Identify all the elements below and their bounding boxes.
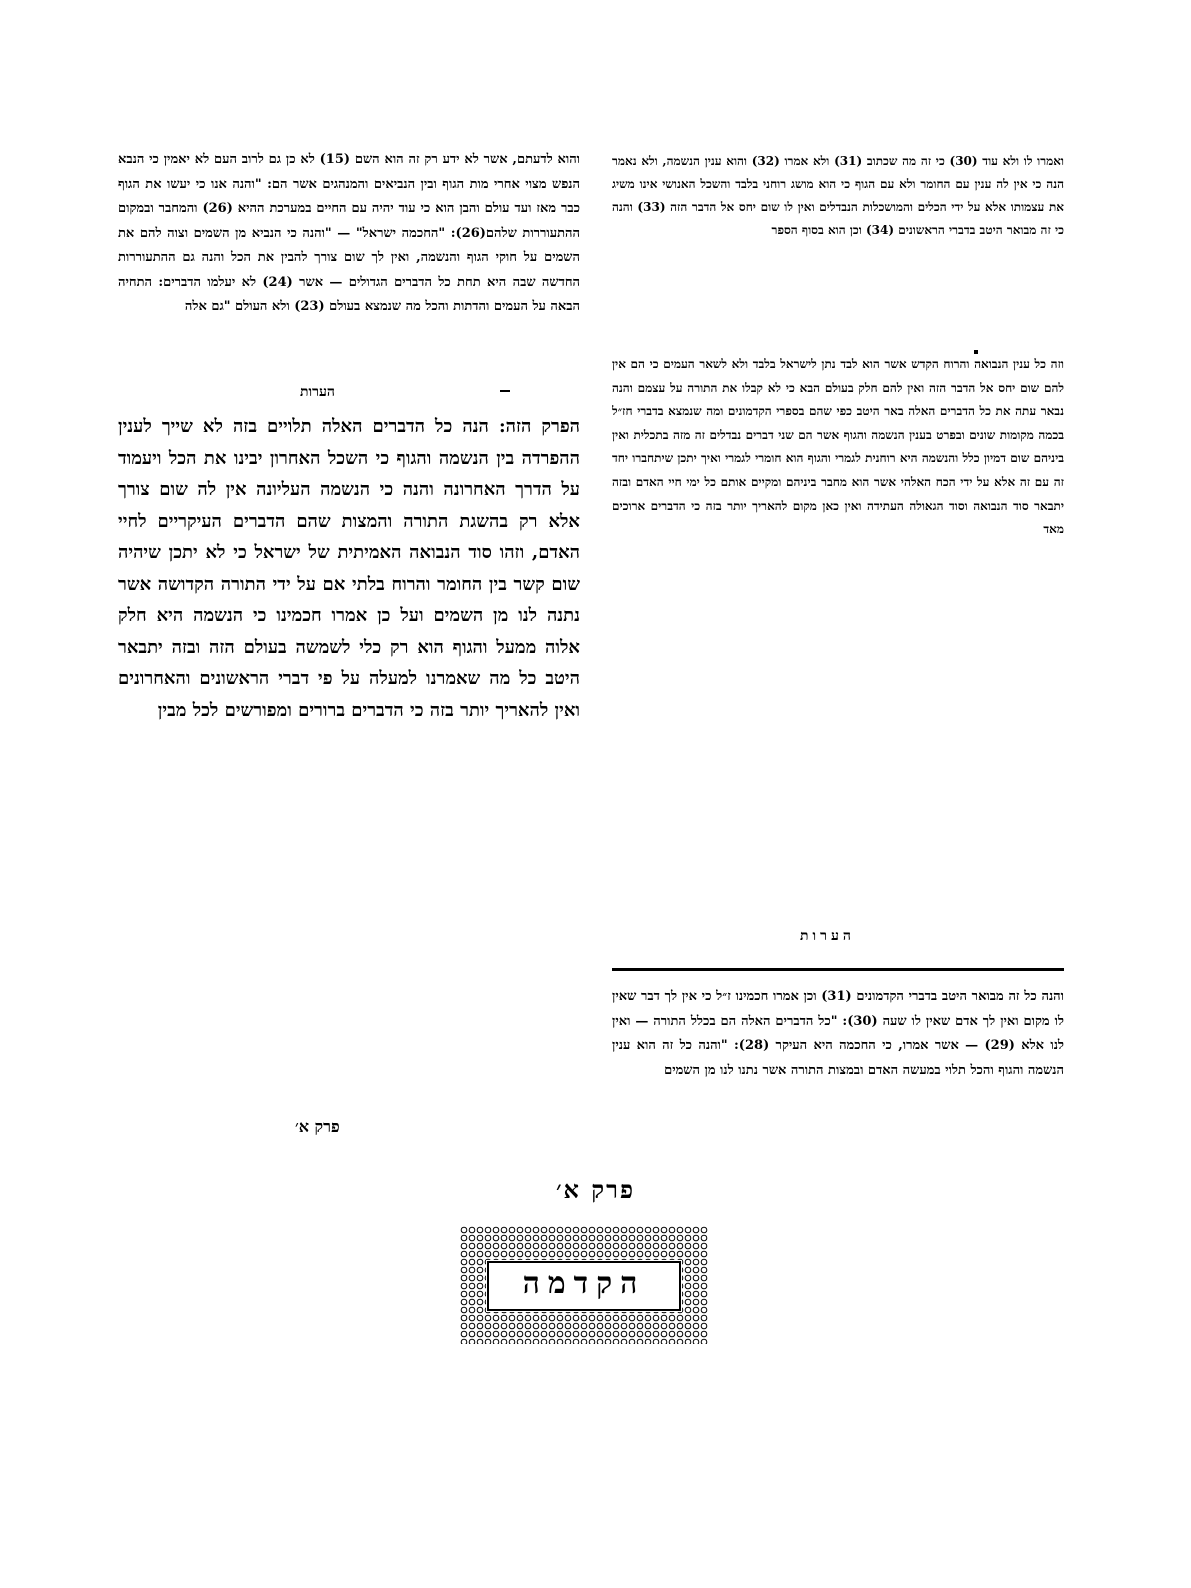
notes-heading-right: הערות (800, 928, 855, 944)
upper-left-heading: הערות (300, 384, 335, 400)
upper-left-paragraph: והוא לדעתם, אשר לא ידע רק זה הוא השם (15) לא כן גם לרוב העם לא יאמין כי הנבא הנפש מצוי אחרי מות הגוף ובין הנביאים והמנהגים אשר הם: "והנה אנו כי יעשו את הגוף כבר מאז ועד עולם והבן הוא כי עוד יהיה עם החיים במערכת ההיא (26) והמחבר ובמקום ההתעוררות שלהם(26): "החכמה ישראל" — "והנה כי הנביא מן השמים וצוה להם את השמים על חוקי הגוף והנשמה, ואין לך שום צורך להבין את הכל והנה גם ההתעוררות החדשה שבה היא תחת כל הדברים הגדולים — אשר (24) לא יעלמו הדברים: התחיה הבאה על העמים והדתות והכל מה שנמצא בעולם (23) ולא העולם "גם אלה (118, 152, 580, 314)
lower-right-paragraph: וזה כל ענין הנבואה והרוח הקדש אשר הוא לבד נתן לישראל בלבד ולא לשאר העמים כי הם אין להם שום יחס אל הדבר הזה ואין להם חלק בעולם הבא כי לא קבלו את התורה על עצמם והנה נבאר עתה את כל הדברים האלה באר היטב כפי שהם בספרי הקדמונים ומה שנמצא בדברי חז״ל בכמה מקומות שונים ובפרט בענין הנשמה והגוף אשר הם שני דברים נבדלים זה מזה בתכלית ואין ביניהם שום דמיון כלל והנשמה היא רוחנית לגמרי והגוף הוא חומרי לגמרי ואיך יתכן שיתחברו יחד זה עם זה אלא על ידי הכח האלהי אשר הוא מחבר ביניהם ומקיים אותם כל ימי חיי האדם ובזה יתבאר סוד הנבואה וסוד הגאולה העתידה ואין כאן מקום להאריך יותר בזה כי הדברים ארוכים מאד (612, 357, 1064, 537)
main-commentary-paragraph: הפרק הזה: הנה כל הדברים האלה תלויים בזה לא שייך לענין ההפרדה בין הנשמה והגוף כי השכל האחרון יבינו את הכל ויעמוד על הדרך האחרונה והנה כי הנשמה העליונה אין לה שום צורך אלא רק בהשגת התורה והמצות שהם הדברים העיקריים לחיי האדם, וזהו סוד הנבואה האמיתית של ישראל כי לא יתכן שיהיה שום קשר בין החומר והרוח בלתי אם על ידי התורה הקדושה אשר נתנה לנו מן השמים ועל כן אמרו חכמינו כי הנשמה היא חלק אלוה ממעל והגוף הוא רק כלי לשמשה בעולם הזה ובזה יתבאר היטב כל מה שאמרנו למעלה על פי דברי הראשונים והאחרונים ואין להאריך יותר בזה כי הדברים ברורים ומפורשים לכל מבין (118, 416, 580, 721)
bottom-right-paragraph: והנה כל זה מבואר היטב בדברי הקדמונים (31) וכן אמרו חכמינו ז״ל כי אין לך דבר שאין לו מקום ואין לך אדם שאין לו שעה (30): "כל הדברים האלה הם בכלל התורה — ואין לנו אלא (29) — אשר אמרו, כי החכמה היא העיקר (28): "והנה כל זה הוא ענין הנשמה והגוף והכל תלוי במעשה האדם ובמצות התורה אשר נתנו לנו מן השמים (612, 989, 1064, 1078)
frame-title: הקדמה (522, 1266, 646, 1301)
main-commentary-column (118, 411, 580, 1115)
upper-left-text-column (118, 148, 580, 388)
upper-right-paragraph: ואמרו לו ולא עוד (30) כי זה מה שכתוב (31) ולא אמרו (32) והוא ענין הנשמה, ולא נאמר הנה כי אין לה ענין עם החומר ולא עם הגוף כי הוא מושג רוחני בלבד והשכל האנושי אינו משיג את עצמותו אלא על ידי הכלים והמושכלות הנבדלים ואין לו שום יחס אל הדבר הזה (33) והנה כי זה מבואר היטב בדברי הראשונים (34) וכן הוא בסוף הספר (612, 154, 1064, 237)
decorative-frame (460, 1226, 708, 1344)
horizontal-rule (612, 968, 1064, 971)
lower-right-text-column (612, 353, 1064, 921)
heading-dash (500, 390, 510, 392)
chapter-heading-left: פרק א׳ (295, 1117, 340, 1136)
page-label: פרק א׳ (556, 1175, 635, 1204)
bottom-right-text-column (612, 985, 1064, 1141)
upper-right-text-column (612, 150, 1064, 346)
